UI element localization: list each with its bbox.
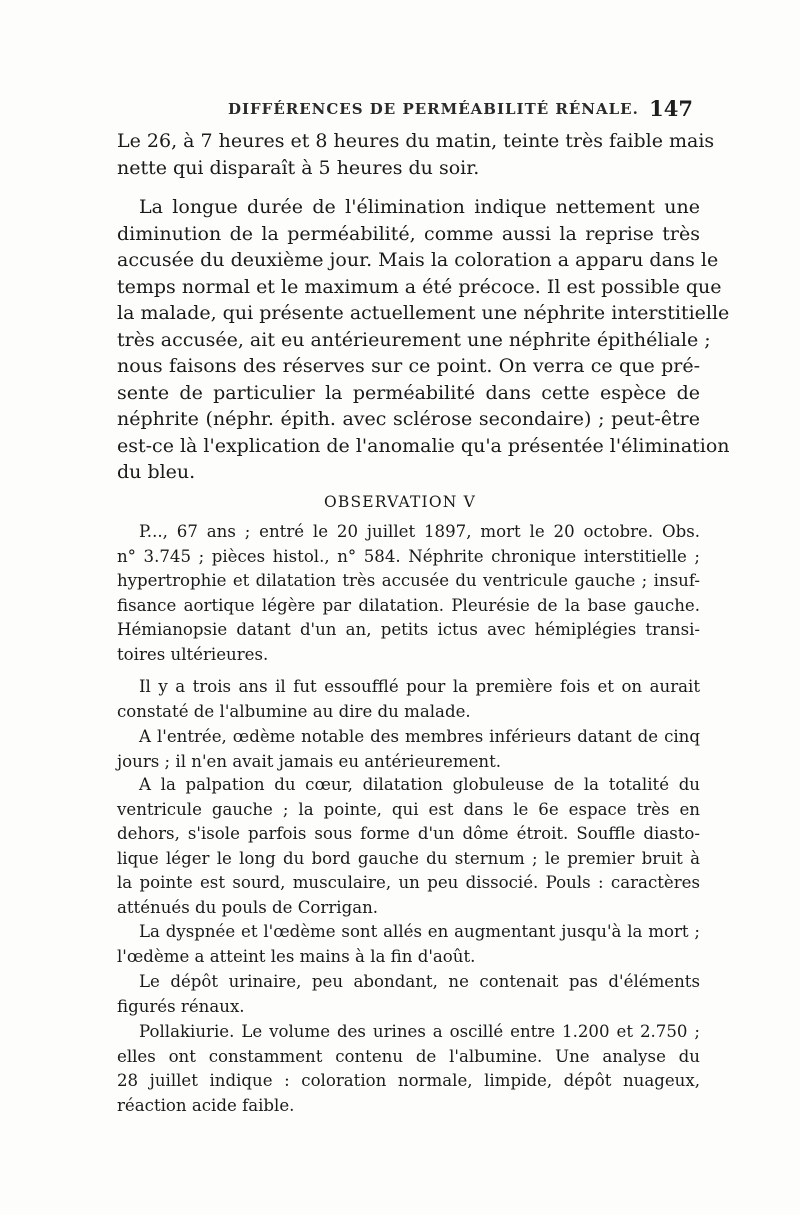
text-line: nous faisons des réserves sur ce point. On verra ce que pré- xyxy=(117,355,700,377)
text-line: P..., 67 ans ; entré le 20 juillet 1897, mort le 20 octobre. Obs. xyxy=(139,522,700,541)
text-line: hypertrophie et dilatation très accusée du ventricule gauche ; insuf- xyxy=(117,571,700,591)
text-line: néphrite (néphr. épith. avec sclérose secondaire) ; peut-être xyxy=(117,408,700,430)
paragraph-7 xyxy=(117,920,700,969)
text-line: accusée du deuxième jour. Mais la coloration a apparu dans le xyxy=(117,249,719,271)
text-line: réaction acide faible. xyxy=(117,1095,295,1115)
text-line: dehors, s'isole parfois sous forme d'un dôme étroit. Souffle diasto- xyxy=(117,824,700,844)
section-heading: OBSERVATION V xyxy=(323,493,477,511)
text-line: toires ultérieures. xyxy=(117,644,269,664)
paragraph-9 xyxy=(117,1020,700,1118)
text-line: fisance aortique légère par dilatation. Pleurésie de la base gauche. xyxy=(117,595,700,615)
text-line: Il y a trois ans il fut essoufflé pour la première fois et on aurait xyxy=(139,677,700,696)
text-line: 28 juillet indique : coloration normale, limpide, dépôt nuageux, xyxy=(117,1071,700,1091)
text-line: Hémianopsie datant d'un an, petits ictus avec hémiplégies transi- xyxy=(117,620,700,640)
text-line: La dyspnée et l'œdème sont allés en augmentant jusqu'à la mort ; xyxy=(139,922,700,941)
text-line: sente de particulier la perméabilité dans cette espèce de xyxy=(117,381,700,404)
text-line: n° 3.745 ; pièces histol., n° 584. Néphrite chronique interstitielle ; xyxy=(117,546,700,566)
paragraph-5 xyxy=(117,725,700,774)
text-line: lique léger le long du bord gauche du sternum ; le premier bruit à xyxy=(117,848,700,868)
text-line: l'œdème a atteint les mains à la fin d'août. xyxy=(117,946,476,966)
text-line: très accusée, ait eu antérieurement une néphrite épithéliale ; xyxy=(117,328,711,351)
text-line: diminution de la perméabilité, comme aussi la reprise très xyxy=(117,222,700,245)
paragraph-4 xyxy=(117,675,700,724)
text-line: du bleu. xyxy=(117,461,196,483)
text-line: est-ce là l'explication de l'anomalie qu'a présentée l'élimination xyxy=(117,434,730,457)
paragraph-6 xyxy=(117,773,700,921)
paragraph-2 xyxy=(117,194,730,486)
paragraph-1 xyxy=(117,128,715,181)
text-line: jours ; il n'en avait jamais eu antérieurement. xyxy=(117,751,502,771)
text-line: constaté de l'albumine au dire du malade. xyxy=(117,701,471,721)
text-line: figurés rénaux. xyxy=(117,996,245,1016)
running-head: DIFFÉRENCES DE PERMÉABILITÉ RÉNALE. xyxy=(228,100,639,118)
paragraph-3 xyxy=(117,520,700,668)
text-line: A l'entrée, œdème notable des membres inférieurs datant de cinq xyxy=(139,727,700,746)
text-line: Le dépôt urinaire, peu abondant, ne contenait pas d'éléments xyxy=(139,972,700,991)
text-line: ventricule gauche ; la pointe, qui est dans le 6e espace très en xyxy=(117,799,700,819)
text-line: la pointe est sourd, musculaire, un peu dissocié. Pouls : caractères xyxy=(117,873,700,893)
text-line: Pollakiurie. Le volume des urines a oscillé entre 1.200 et 2.750 ; xyxy=(139,1022,700,1041)
text-line: nette qui disparaît à 5 heures du soir. xyxy=(117,156,480,179)
text-line: La longue durée de l'élimination indique nettement une xyxy=(139,196,700,218)
text-line: la malade, qui présente actuellement une néphrite interstitielle xyxy=(117,302,730,324)
text-line: elles ont constamment contenu de l'albumine. Une analyse du xyxy=(117,1046,700,1066)
page-number: 147 xyxy=(649,96,693,121)
page-header xyxy=(110,96,695,124)
text-line: A la palpation du cœur, dilatation globuleuse de la totalité du xyxy=(139,775,700,794)
text-line: temps normal et le maximum a été précoce. Il est possible que xyxy=(117,275,722,298)
paragraph-8 xyxy=(117,970,700,1019)
text-line: atténués du pouls de Corrigan. xyxy=(117,897,379,917)
text-line: Le 26, à 7 heures et 8 heures du matin, teinte très faible mais xyxy=(117,130,715,152)
